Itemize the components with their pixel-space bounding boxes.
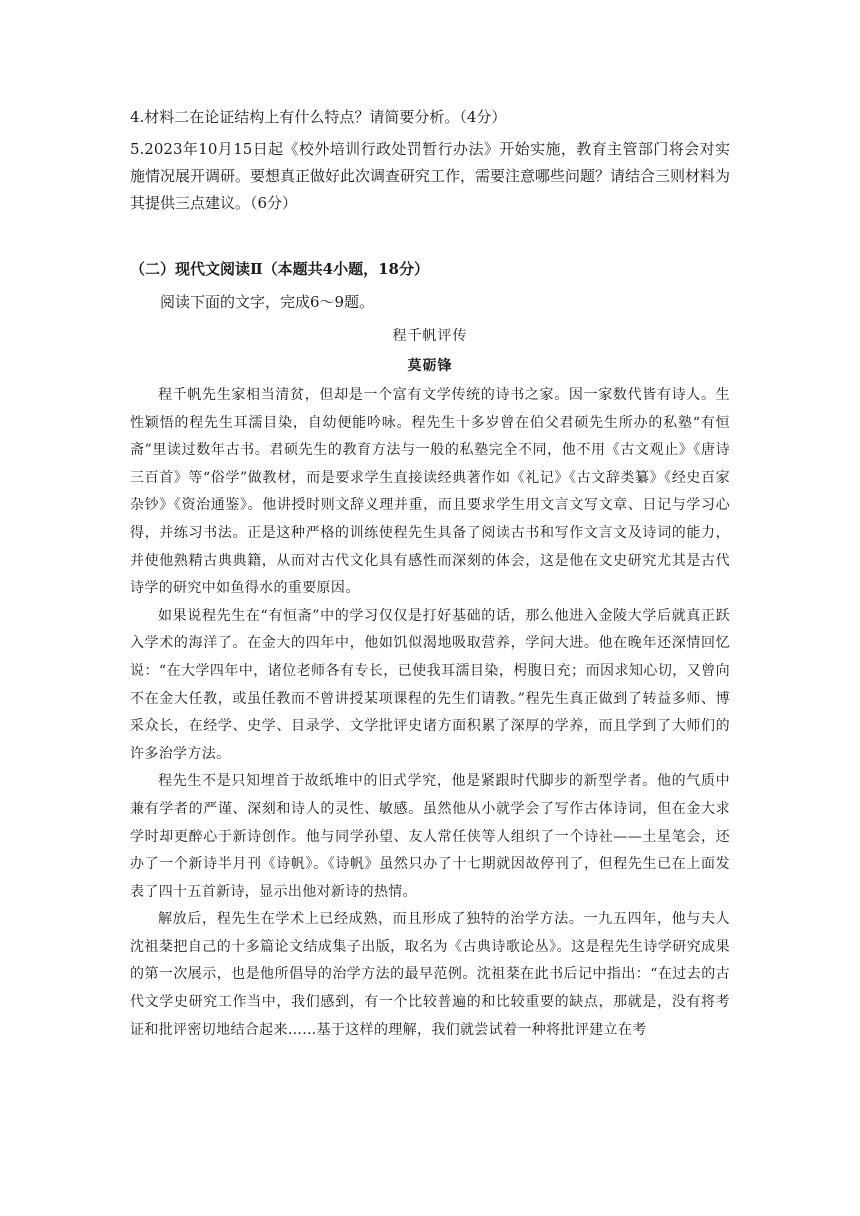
question-5: 5.2023年10月15日起《校外培训行政处罚暂行办法》开始实施，教育主管部门将会对实施情况展开调研。要想真正做好此次调查研究工作，需要注意哪些问题？请结合三则材料为其提供三点建议。（6分） <box>130 140 731 212</box>
article-paragraph-4: 解放后，程先生在学术上已经成熟，而且形成了独特的治学方法。一九五四年，他与夫人沈祖棻把自己的十多篇论文结成集子出版，取名为《古典诗歌论丛》。这是程先生诗学研究成果的第一次展示，也是他所倡导的治学方法的最早范例。沈祖棻在此书后记中指出：“在过去的古代文学史研究工作当中，我们感到，有一个比较普遍的和比较重要的缺点，那就是，没有将考证和批评密切地结合起来……基于这样的理解，我们就尝试着一种将批评建立在考 <box>130 911 730 1038</box>
article-body <box>130 382 730 1044</box>
section-title: （二）现代文阅读Ⅱ（本题共4小题，18分） <box>130 260 429 278</box>
section-intro: 阅读下面的文字，完成6～9题。 <box>160 293 375 311</box>
article-paragraph-2: 如果说程先生在“有恒斋”中的学习仅仅是打好基础的话，那么他进入金陵大学后就真正跃入学术的海洋了。在金大的四年中，他如饥似渴地吸取营养，学问大进。他在晚年还深情回忆说：“在大学四年中，诸位老师各有专长，已使我耳濡目染，枵腹日充；而因求知心切，又曾向不在金大任教，或虽任教而不曾讲授某项课程的先生们请教。”程先生真正做到了转益多师、博采众长，在经学、史学、目录学、文学批评史诸方面积累了深厚的学养，而且学到了大师们的许多治学方法。 <box>130 607 730 762</box>
article-paragraph-1: 程千帆先生家相当清贫，但却是一个富有文学传统的诗书之家。因一家数代皆有诗人。生性颖悟的程先生耳濡目染，自幼便能吟咏。程先生十多岁曾在伯父君硕先生所办的私塾“有恒斋”里读过数年古书。君硕先生的教育方法与一般的私塾完全不同，他不用《古文观止》《唐诗三百首》等“俗学”做教材，而是要求学生直接读经典著作如《礼记》《古文辞类纂》《经史百家杂钞》《资治通鉴》。他讲授时则文辞义理并重，而且要求学生用文言文写文章、日记与学习心得，并练习书法。正是这种严格的训练使程先生具备了阅读古书和写作文言文及诗词的能力，并使他熟精古典典籍，从而对古代文化具有感性而深刻的体会，这是他在文史研究尤其是古代诗学的研究中如鱼得水的重要原因。 <box>130 387 730 597</box>
article-paragraph-3: 程先生不是只知埋首于故纸堆中的旧式学究，他是紧跟时代脚步的新型学者。他的气质中兼有学者的严谨、深刻和诗人的灵性、敏感。虽然他从小就学会了写作古体诗词，但在金大求学时却更醉心于新诗创作。他与同学孙望、友人常任侠等人组织了一个诗社——土星笔会，还办了一个新诗半月刊《诗帆》。《诗帆》虽然只办了十七期就因故停刊了，但程先生已在上面发表了四十五首新诗，显示出他对新诗的热情。 <box>130 773 730 900</box>
question-4: 4.材料二在论证结构上有什么特点？请简要分析。（4分） <box>130 108 507 126</box>
article-author: 莫砺锋 <box>407 358 453 374</box>
article-title: 程千帆评传 <box>392 328 468 344</box>
